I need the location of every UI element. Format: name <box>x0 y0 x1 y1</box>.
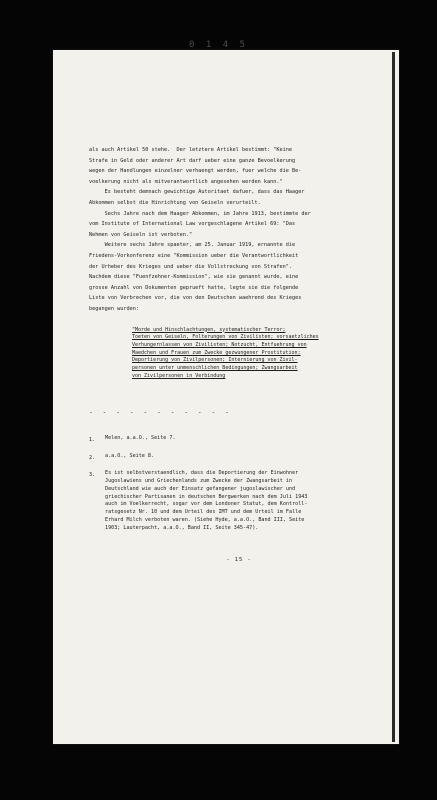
footnote-number: 3. <box>89 472 96 479</box>
footnote-number: 2. <box>89 454 96 461</box>
page-content <box>89 145 389 565</box>
page-edge-shadow <box>392 52 395 742</box>
footnote-text: Melen, a.a.O., Seite 7. <box>105 435 176 442</box>
archive-stamp-number: 0 1 4 5 <box>189 40 248 50</box>
footnote-number: 1. <box>89 437 96 444</box>
footnote <box>89 470 389 532</box>
footnote <box>89 453 389 464</box>
paragraph-4: Weitere sechs Jahre spaeter, am 25. Januar 1919, ernannte die Friedens-Vorkonferenz eine "Kommission ueber die Verantwortlichkeit der Urheber des Krieges und ueber die Vollstreckung von Strafen". Nachdem diese "Fuenfzehner-Kommission", wie sie genannt wurde, eine grosse Anzahl von Dokumenten geprueft hatte, legte sie die folgende Liste von Verbrechen vor, die von den Deutschen waehrend des Krieges begangen wurden: <box>89 242 302 312</box>
document-page <box>53 50 399 744</box>
block-quote: "Morde und Hinschlachtungen, systematischer Terror; Toeten von Geiseln, Folterungen von Zivilisten; vorsaetzliches Verhungernlassen von Zivilisten; Notzucht, Entfuehrung von Maedchen und Frauen zum Zwecke gezwungener Prostitution; Deportierung von Zivilpersonen; Internierung von Zivil- personen unter unmenschlichen Bedingungen; Zwangsarbeit von Zivilpersonen in Verbindung <box>132 326 319 379</box>
paragraph-2: Es besteht demnach gewichtige Autoritaet dafuer, dass das Haager Abkommen selbst die Hinrichtung von Geiseln verurteilt. <box>89 189 305 206</box>
footnote-separator: - - - - - - - - - - - <box>89 409 233 417</box>
footnote-text: a.a.O., Seite 8. <box>105 452 155 459</box>
footnote-list <box>89 435 389 533</box>
footnote <box>89 435 389 446</box>
footnote-text: Es ist selbstverstaendlich, dass die Deportierung der Einwohner Jugoslawiens und Griechenlands zum Zwecke der Zwangsarbeit in Deutschland wie auch der Einsatz gefangener jugoslawischer und griechischer Partisanen in deutschen Bergwerken nach dem Juli 1943 auch im Voelkerrecht, sogar vor dem Londoner Statut, dem Kontroll- ratsgesetz Nr. 10 und dem Urteil des IMT und dem Urteil im Falle Erhard Milch verboten waren. (Siehe Hyde, a.a.O., Band III, Seite 1903; Lauterpacht, a.a.O., Band II, Seite 345-47). <box>105 470 308 531</box>
paragraph-1: als auch Artikel 50 stehe. Der letztere Artikel bestimmt: "Keine Strafe in Geld oder anderer Art darf ueber eine ganze Bevoelkerung wegen der Handlungen einzelner verhaengt werden, fuer welche die Be- voelkerung nicht als mitverantwortlich angesehen werden kann." <box>89 147 302 185</box>
page-number: - 15 - <box>226 556 252 563</box>
paragraph-3: Sechs Jahre nach dem Haager Abkommen, im Jahre 1913, bestimmte der vom Institute of International Law vorgeschlagene Artikel 69: "Das Nehmen von Geiseln ist verboten." <box>89 210 311 238</box>
